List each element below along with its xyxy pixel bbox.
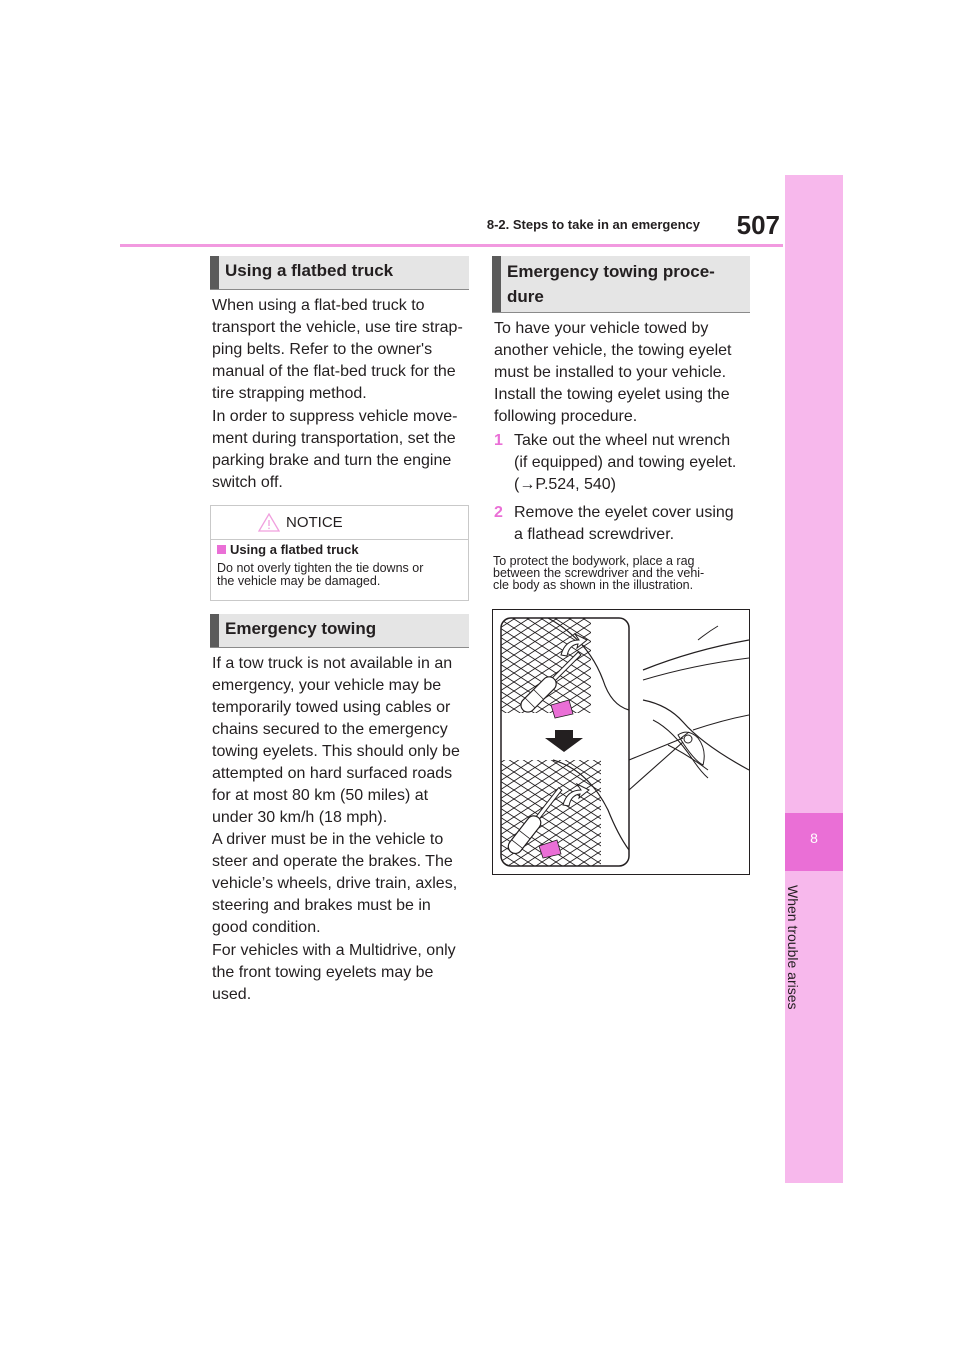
page-number: 507: [736, 210, 780, 240]
towing-paragraph-2: For vehicles with a Multidrive, only the front towing eyelets may be used.: [212, 942, 456, 1003]
heading-underline: [210, 289, 469, 290]
section-title: 8-2. Steps to take in an emergency: [486, 217, 700, 232]
square-bullet-icon: [217, 545, 226, 554]
heading-underline: [210, 647, 469, 648]
chapter-number: 8: [810, 830, 818, 846]
step-number: 2: [494, 504, 503, 521]
heading-emergency-towing: Emergency towing: [210, 614, 469, 647]
heading-flatbed: Using a flatbed truck: [210, 256, 469, 289]
heading-towing-procedure: Emergency towing proce- dure: [492, 256, 750, 312]
notice-subtitle: Using a flatbed truck: [217, 542, 359, 557]
step-1: 1 Take out the wheel nut wrench (if equipped) and towing eyelet. (→P.524, 540): [494, 432, 737, 493]
notice-body: Do not overly tighten the tie downs or the vehicle may be damaged.: [217, 561, 424, 588]
procedure-note: To protect the bodywork, place a rag between the screwdriver and the vehi- cle body as shown in the illustration.: [493, 554, 705, 592]
towing-paragraph-1: If a tow truck is not available in an emergency, your vehicle may be temporarily towed using cables or chains secured to the emergency towing eyelets. This should only be attempted on hard surfaced roads for at most 80 km (50 miles) at under 30 km/h (18 mph). A driver must be in the vehicle to steer and operate the brakes. The vehicle’s wheels, drive train, axles, steering and brakes must be in good condition.: [212, 655, 460, 936]
heading-underline: [492, 312, 750, 313]
step-number: 1: [494, 432, 503, 449]
step-2: 2 Remove the eyelet cover using a flathead screwdriver.: [494, 504, 734, 543]
procedure-intro: To have your vehicle towed by another vehicle, the towing eyelet must be installed to your vehicle. Install the towing eyelet using the following procedure.: [494, 320, 732, 425]
notice-header: [211, 506, 468, 540]
chapter-title-vertical: When trouble arises: [785, 885, 801, 1010]
notice-box: [210, 505, 469, 601]
notice-title: NOTICE: [286, 514, 343, 531]
flatbed-paragraph-1: When using a flat-bed truck to transport the vehicle, use tire strap- ping belts. Refer to the owner's manual of the flat-bed truck for the tire strapping method.: [212, 297, 463, 402]
header-rule: [120, 244, 783, 247]
illustration-eyelet-cover-removal: [492, 609, 750, 875]
flatbed-paragraph-2: In order to suppress vehicle move- ment during transportation, set the parking brake and turn the engine switch off.: [212, 408, 458, 491]
chapter-tab-band: [785, 175, 843, 1183]
warning-triangle-icon: [258, 513, 280, 537]
